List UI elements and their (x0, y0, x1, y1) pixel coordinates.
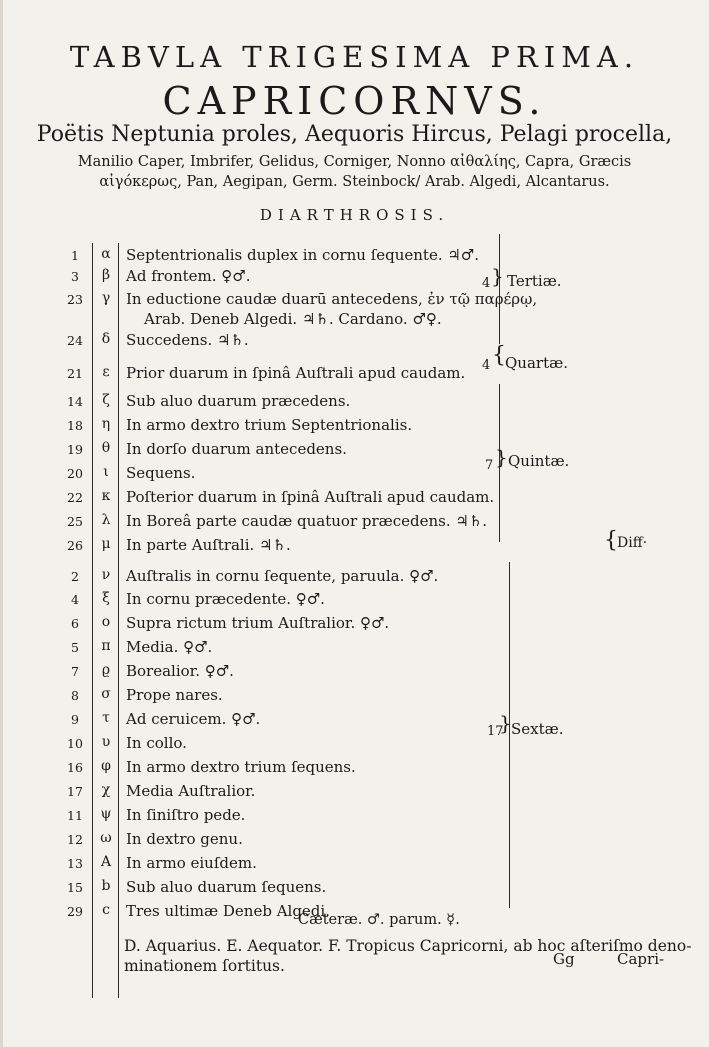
row-description: Media Auſtralior. (126, 782, 256, 800)
brace-diff: { (604, 528, 618, 553)
brace-sextae: } (499, 711, 512, 735)
row-description: Succedens. ♃♄. (126, 331, 249, 349)
row-number: 16 (67, 760, 83, 775)
names-line-2: Manilio Caper, Imbrifer, Gelidus, Corniger, Nonno αἰθαλίης, Capra, Græcis (77, 154, 632, 170)
row-number: 17 (67, 784, 83, 799)
brace-quartae: { (492, 343, 506, 368)
group-label-sextae: Sextæ. (511, 720, 564, 738)
row-number: 23 (67, 292, 83, 307)
footer-line-1: D. Aquarius. E. Aequator. F. Tropicus Capricorni, ab hoc aſteriſmo deno- (124, 937, 692, 955)
group-count-quintae: 7 (485, 458, 494, 473)
row-letter: η (101, 416, 111, 432)
row-description: In armo dextro trium ſequens. (126, 758, 356, 776)
row-number: 6 (71, 616, 79, 631)
row-number: 14 (67, 394, 83, 409)
group-label-quintae: Quintæ. (508, 452, 570, 470)
row-number: 3 (71, 269, 79, 284)
row-description: Tres ultimæ Deneb Algedi. (126, 902, 330, 920)
row-letter: σ (101, 686, 111, 702)
row-description: Sub aluo duarum præcedens. (126, 392, 351, 410)
row-number: 12 (67, 832, 83, 847)
row-letter: ψ (100, 806, 112, 822)
row-number: 25 (67, 514, 83, 529)
row-number: 21 (67, 366, 83, 381)
bracket-tertiae (499, 234, 500, 344)
row-number: 9 (71, 712, 79, 727)
rule-number-column (92, 243, 93, 998)
names-line-3: αἰγόκερως, Pan, Aegipan, Germ. Steinbock/ Arab. Algedi, Alcantarus. (99, 174, 610, 190)
row-letter: ω (100, 830, 112, 846)
names-line-1: Poëtis Neptunia proles, Aequoris Hircus, Pelagi procella, (36, 122, 673, 147)
row-number: 2 (71, 569, 79, 584)
row-letter: α (101, 246, 111, 262)
row-number: 29 (67, 904, 83, 919)
row-description: Sub aluo duarum ſequens. (126, 878, 327, 896)
row-number: 26 (67, 538, 83, 553)
row-description: Septentrionalis duplex in cornu ſequente. ♃♂. (126, 246, 480, 264)
row-number: 7 (71, 664, 79, 679)
row-number: 8 (71, 688, 79, 703)
bracket-sextae (509, 562, 510, 908)
row-description: In ſiniſtro pede. (126, 806, 246, 824)
row-letter: θ (101, 440, 111, 456)
row-letter: ι (103, 464, 109, 480)
catchword: Capri- (617, 950, 665, 968)
row-letter: λ (101, 512, 111, 528)
row-description: Media. ♀♂. (126, 638, 213, 656)
row-letter: φ (101, 758, 111, 774)
ceterae-line: Cæteræ. ♂. parum. ☿. (298, 912, 460, 928)
row-letter: γ (101, 290, 111, 306)
row-description: Borealior. ♀♂. (126, 662, 234, 680)
constellation-title: CAPRICORNVS. (162, 79, 547, 123)
row-number: 4 (71, 592, 79, 607)
row-letter: δ (101, 331, 111, 347)
row-letter: ν (101, 567, 111, 583)
row-letter: ο (101, 614, 111, 630)
row-description: Sequens. (126, 464, 196, 482)
group-label-tertiae: Tertiæ. (507, 272, 562, 290)
row-letter: ζ (102, 392, 110, 408)
row-letter: π (101, 638, 111, 654)
row-number: 20 (67, 466, 83, 481)
row-letter: κ (101, 488, 111, 504)
row-letter: υ (101, 734, 111, 750)
row-description: In eductione caudæ duarū antecedens, ἐν τῷ παρέρῳ, (126, 290, 538, 308)
row-number: 18 (67, 418, 83, 433)
row-description: In parte Auſtrali. ♃♄. (126, 536, 291, 554)
table-title: TABVLA TRIGESIMA PRIMA. (69, 40, 640, 74)
brace-tertiae: } (491, 264, 504, 288)
row-description: In dextro genu. (126, 830, 243, 848)
row-number: 11 (67, 808, 83, 823)
row-letter: ε (102, 364, 110, 380)
group-count-quartae: 4 (482, 358, 491, 373)
row-number: 10 (67, 736, 83, 751)
row-letter: b (101, 878, 111, 894)
row-description: In cornu præcedente. ♀♂. (126, 590, 325, 608)
row-number: 24 (67, 333, 83, 348)
brace-quintae: } (495, 445, 508, 469)
row-description: In armo eiuſdem. (126, 854, 257, 872)
row-number: 13 (67, 856, 83, 871)
row-letter: c (102, 902, 110, 918)
row-description: Supra rictum trium Auſtralior. ♀♂. (126, 614, 390, 632)
row-letter: μ (101, 536, 111, 552)
row-number: 1 (71, 248, 79, 263)
group-label-quartae: Quartæ. (505, 354, 568, 372)
diff-label: Diff· (617, 535, 648, 551)
row-description: Prope nares. (126, 686, 223, 704)
row-number: 5 (71, 640, 79, 655)
row-description: In collo. (126, 734, 187, 752)
row-description: In Boreâ parte caudæ quatuor præcedens. ♃♄. (126, 512, 488, 530)
group-count-tertiae: 4 (482, 276, 491, 291)
row-letter: τ (102, 710, 110, 726)
section-title: DIARTHROSIS. (259, 206, 450, 224)
row-description: Ad ceruicem. ♀♂. (126, 710, 261, 728)
row-number: 15 (67, 880, 83, 895)
row-number: 22 (67, 490, 83, 505)
row-number: 19 (67, 442, 83, 457)
row-description: Poſterior duarum in ſpinâ Auſtrali apud caudam. (126, 488, 495, 506)
row-letter: ξ (102, 590, 110, 606)
row-description: Ad frontem. ♀♂. (126, 267, 251, 285)
row-description: In armo dextro trium Septentrionalis. (126, 416, 413, 434)
row-description: Auſtralis in cornu ſequente, paruula. ♀♂. (126, 567, 439, 585)
row-letter: ϱ (101, 662, 111, 678)
signature-mark: Gg (553, 950, 575, 968)
rule-letter-column (118, 243, 119, 998)
row-description: Arab. Deneb Algedi. ♃♄. Cardano. ♂♀. (144, 310, 442, 328)
row-letter: β (101, 267, 111, 283)
row-description: Prior duarum in ſpinâ Auſtrali apud caudam. (126, 364, 466, 382)
row-letter: A (100, 854, 112, 870)
group-count-sextae: 17 (487, 724, 504, 739)
footer-line-2: minationem ſortitus. (124, 957, 285, 975)
row-description: In dorſo duarum antecedens. (126, 440, 347, 458)
row-letter: χ (101, 782, 111, 798)
